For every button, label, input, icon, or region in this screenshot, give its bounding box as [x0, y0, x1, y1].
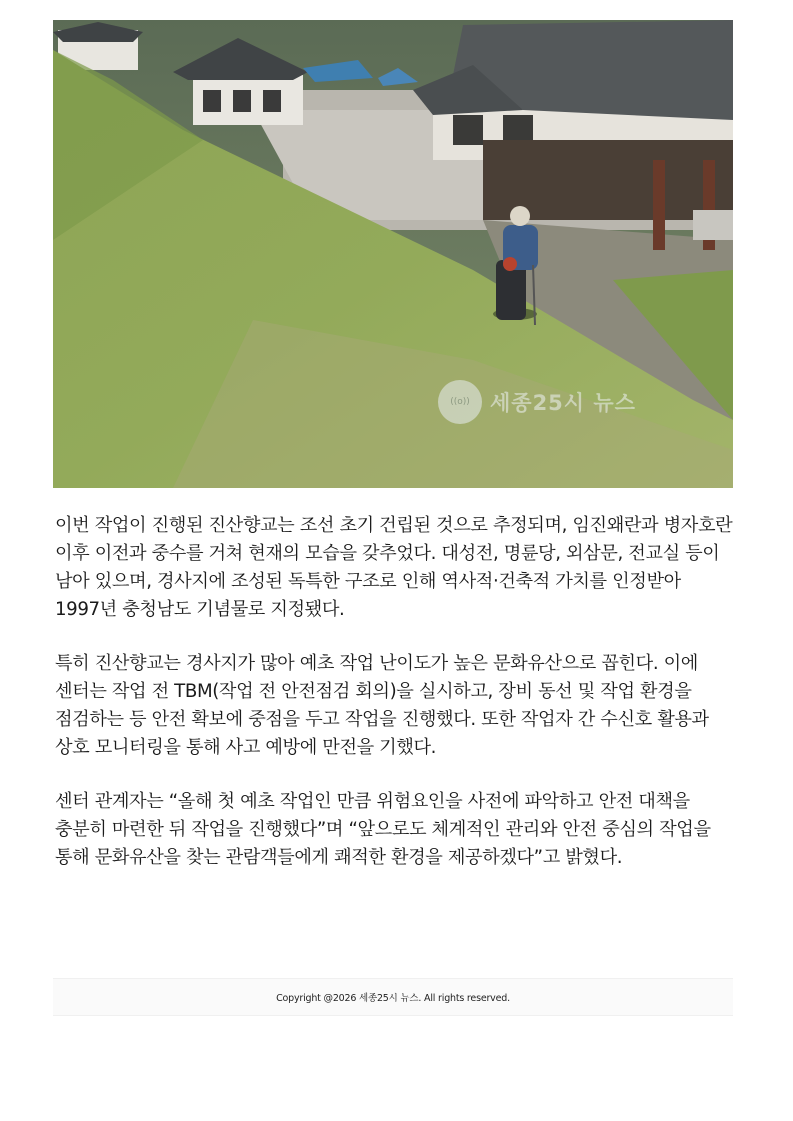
- paragraph: 이번 작업이 진행된 진산향교는 조선 초기 건립된 것으로 추정되며, 임진왜란과 병자호란 이후 이전과 중수를 거쳐 현재의 모습을 갖추었다. 대성전, 명륜당, 외삼문, 전교실 등이 남아 있으며, 경사지에 조성된 독특한 구조로 인해 역사적·건축적 가치를 인정받아 1997년 충청남도 기념물로 지정됐다.: [55, 515, 733, 620]
- footer: [53, 978, 733, 1016]
- paragraph: 특히 진산향교는 경사지가 많아 예초 작업 난이도가 높은 문화유산으로 꼽힌다. 이에 센터는 작업 전 TBM(작업 전 안전점검 회의)을 실시하고, 장비 동선 및 작업 환경을 점검하는 등 안전 확보에 중점을 두고 작업을 진행했다. 또한 작업자 간 수신호 활용과 상호 모니터링을 통해 사고 예방에 만전을 기했다.: [55, 653, 709, 758]
- watermark-text: 세종25시 뉴스: [490, 391, 636, 415]
- watermark: [438, 380, 636, 424]
- broadcast-icon: ((o)): [438, 380, 482, 424]
- article-photo: [53, 20, 733, 488]
- paragraph: 센터 관계자는 “올해 첫 예초 작업인 만큼 위험요인을 사전에 파악하고 안전 대책을 충분히 마련한 뒤 작업을 진행했다”며 “앞으로도 체계적인 관리와 안전 중심의 작업을 통해 문화유산을 찾는 관람객들에게 쾌적한 환경을 제공하겠다”고 밝혔다.: [55, 791, 711, 868]
- article-body: [55, 512, 735, 898]
- copyright-text: Copyright @2026 세종25시 뉴스. All rights reserved.: [276, 993, 510, 1004]
